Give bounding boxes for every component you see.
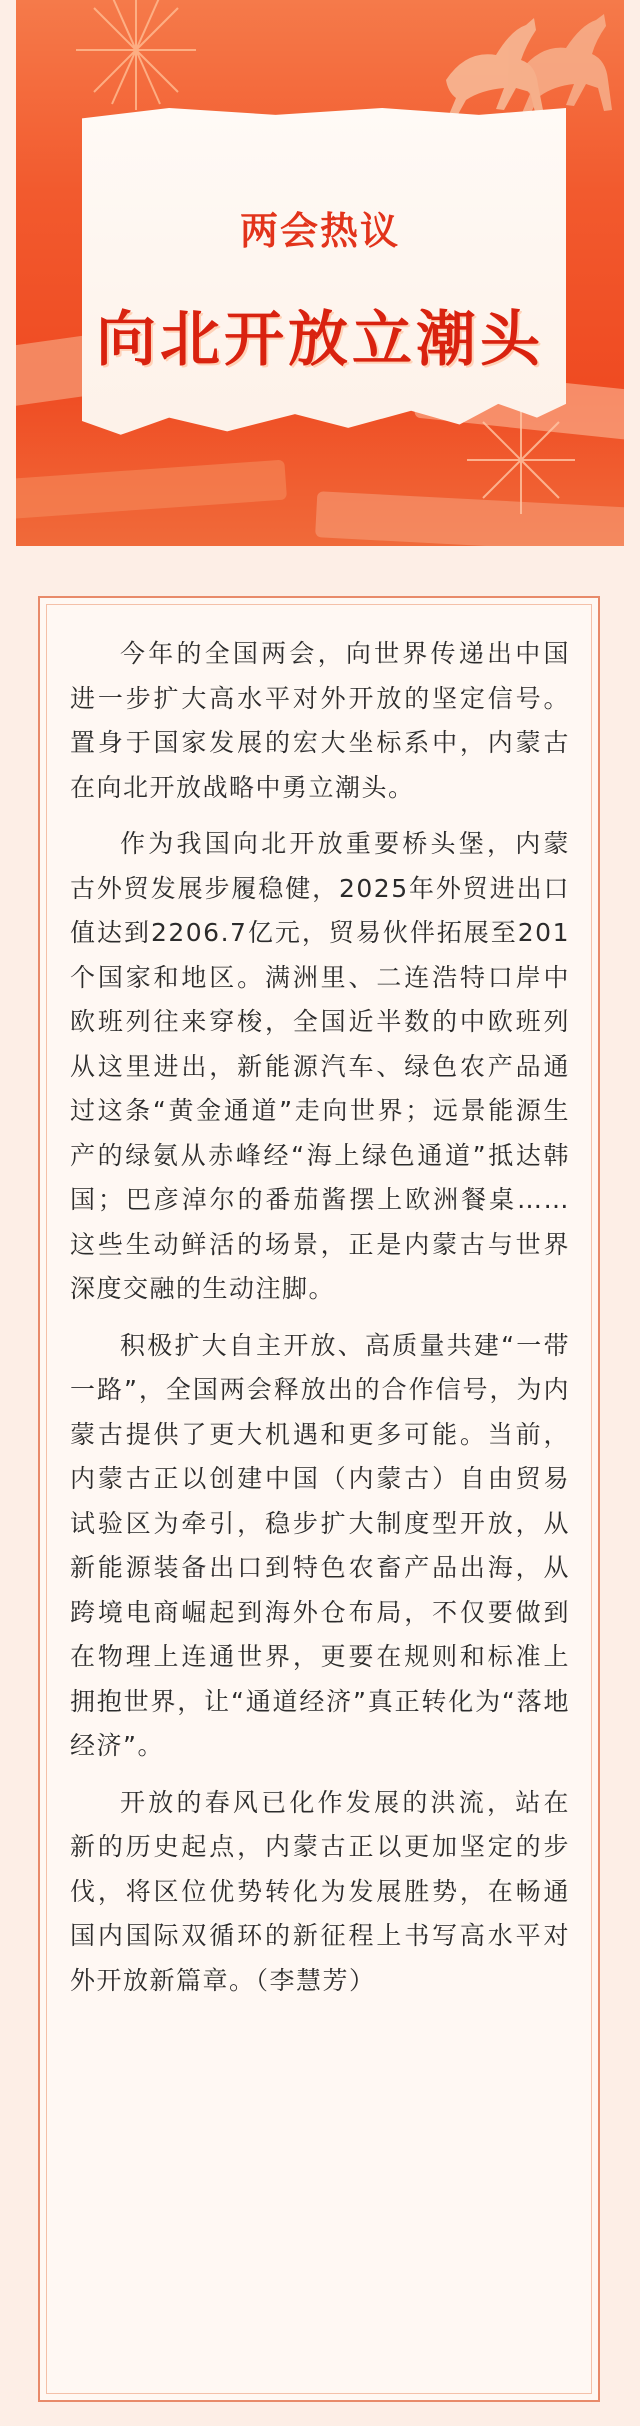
header-banner — [16, 0, 624, 546]
article-box — [38, 596, 600, 2402]
article-body — [70, 632, 570, 2015]
paragraph: 作为我国向北开放重要桥头堡，内蒙古外贸发展步履稳健，2025年外贸进出口值达到2206.7亿元，贸易伙伴拓展至201个国家和地区。满洲里、二连浩特口岸中欧班列往来穿梭，全国近半数的中欧班列从这里进出，新能源汽车、绿色农产品通过这条“黄金通道”走向世界；远景能源生产的绿氨从赤峰经“海上绿色通道”抵达韩国；巴彦淖尔的番茄酱摆上欧洲餐桌……这些生动鲜活的场景，正是内蒙古与世界深度交融的生动注脚。 — [70, 829, 570, 1303]
header-subtitle: 两会热议 — [239, 209, 400, 253]
paragraph: 今年的全国两会，向世界传递出中国进一步扩大高水平对外开放的坚定信号。置身于国家发展的宏大坐标系中，内蒙古在向北开放战略中勇立潮头。 — [70, 639, 570, 802]
header-title: 向北开放立潮头 — [96, 305, 544, 375]
paragraph: 开放的春风已化作发展的洪流，站在新的历史起点，内蒙古正以更加坚定的步伐，将区位优势转化为发展胜势，在畅通国内国际双循环的新征程上书写高水平对外开放新篇章。（李慧芳） — [70, 1787, 570, 1995]
paragraph: 积极扩大自主开放、高质量共建“一带一路”，全国两会释放出的合作信号，为内蒙古提供了更大机遇和更多可能。当前，内蒙古正以创建中国（内蒙古）自由贸易试验区为牵引，稳步扩大制度型开放，从新能源装备出口到特色农畜产品出海，从跨境电商崛起到海外仓布局，不仅要做到在物理上连通世界，更要在规则和标准上拥抱世界，让“通道经济”真正转化为“落地经济”。 — [70, 1330, 570, 1760]
firework-icon — [456, 400, 586, 520]
title-card — [82, 108, 566, 452]
firework-icon — [56, 0, 216, 120]
